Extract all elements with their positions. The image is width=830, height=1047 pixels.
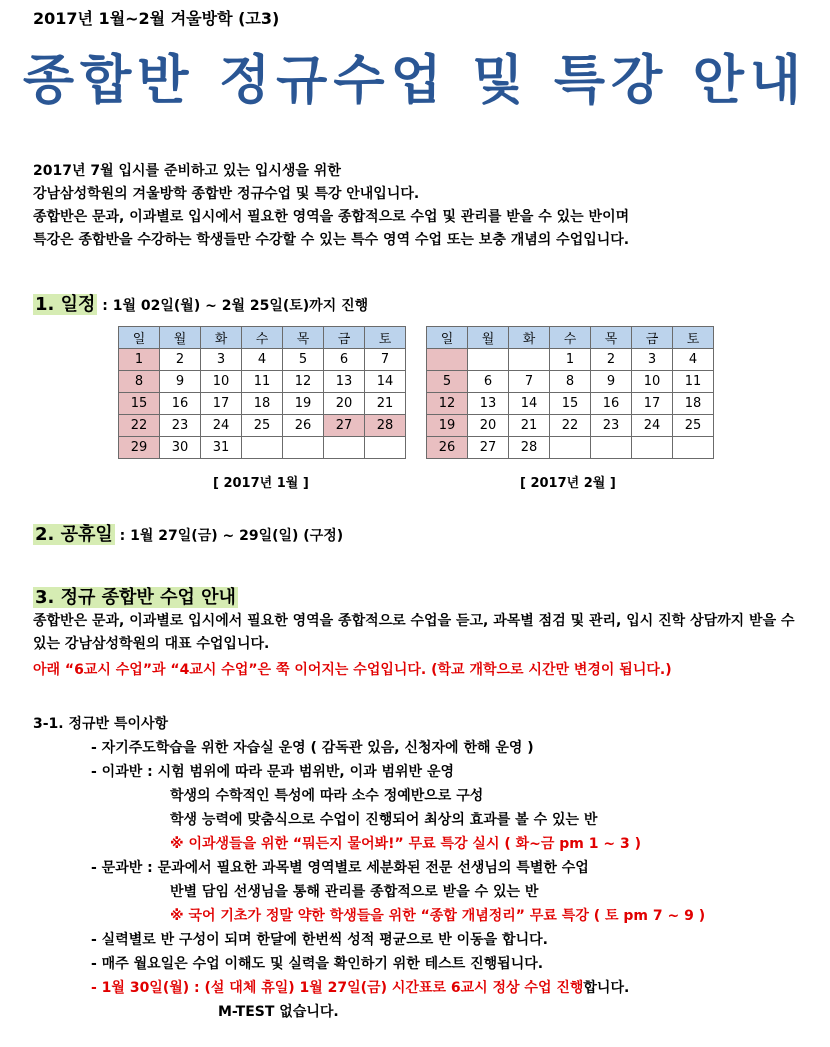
calendar-day: 1 xyxy=(119,349,160,371)
calendar-day: 13 xyxy=(324,371,365,393)
calendar-day: 21 xyxy=(365,393,406,415)
calendar-day: 15 xyxy=(119,393,160,415)
calendar-day: 31 xyxy=(201,437,242,459)
intro-line: 2017년 7월 입시를 준비하고 있는 입시생을 위한 xyxy=(33,163,341,179)
item-monday-test: - 매주 월요일은 수업 이해도 및 실력을 확인하기 위한 테스트 진행됩니다. xyxy=(91,956,544,972)
calendar-day: 11 xyxy=(673,371,714,393)
item-jan30 xyxy=(91,977,629,997)
calendar-day: 1 xyxy=(550,349,591,371)
weekday-header: 일 xyxy=(427,327,468,349)
calendar-day: 20 xyxy=(324,393,365,415)
calendar-day: 5 xyxy=(283,349,324,371)
calendar-day: 25 xyxy=(673,415,714,437)
calendar-day: 8 xyxy=(550,371,591,393)
calendar-day: 25 xyxy=(242,415,283,437)
intro-paragraph xyxy=(33,160,629,252)
calendar-day: 5 xyxy=(427,371,468,393)
weekday-header: 월 xyxy=(468,327,509,349)
calendar-day xyxy=(324,437,365,459)
item-science-special: ※ 이과생들을 위한 “뭐든지 물어봐!” 무료 특강 실시 ( 화~금 pm 1 ~ 3 ) xyxy=(170,836,641,852)
item-liberal-class: - 문과반 : 문과에서 필요한 과목별 영역별로 세분화된 전문 선생님의 특별한 수업 xyxy=(91,860,589,876)
weekday-header: 토 xyxy=(365,327,406,349)
weekday-header: 수 xyxy=(550,327,591,349)
weekday-header: 금 xyxy=(632,327,673,349)
item-mtest: M-TEST 없습니다. xyxy=(218,1004,339,1020)
calendar-day: 14 xyxy=(365,371,406,393)
item-jan30-tail: 합니다. xyxy=(583,980,630,996)
calendar-day: 26 xyxy=(427,437,468,459)
section-heading: 2. 공휴일 xyxy=(35,524,113,545)
top-title: 2017년 1월~2월 겨울방학 (고3) xyxy=(33,9,280,28)
section-detail: : 1월 02일(월) ~ 2월 25일(토)까지 진행 xyxy=(102,298,369,314)
calendar-day xyxy=(550,437,591,459)
calendar-day: 6 xyxy=(324,349,365,371)
weekday-header: 수 xyxy=(242,327,283,349)
calendar-day: 30 xyxy=(160,437,201,459)
weekday-header: 화 xyxy=(201,327,242,349)
calendar-day: 12 xyxy=(427,393,468,415)
calendar-day: 13 xyxy=(468,393,509,415)
calendar-day: 27 xyxy=(468,437,509,459)
section-holiday xyxy=(33,520,343,546)
section-regular-class xyxy=(33,583,238,609)
calendar-day: 6 xyxy=(468,371,509,393)
calendar-caption-january: [ 2017년 1월 ] xyxy=(213,476,309,491)
calendar-day: 28 xyxy=(365,415,406,437)
section3-body: 종합반은 문과, 이과별로 입시에서 필요한 영역을 종합적으로 수업을 듣고, 과목별 점검 및 관리, 입시 진학 상담까지 받을 수 있는 강남삼성학원의 대표 수업입니다. xyxy=(33,613,795,652)
calendar-day xyxy=(468,349,509,371)
weekday-header: 금 xyxy=(324,327,365,349)
calendar-day: 15 xyxy=(550,393,591,415)
item-science-class: - 이과반 : 시험 범위에 따라 문과 범위반, 이과 범위반 운영 xyxy=(91,764,454,780)
calendar-day: 20 xyxy=(468,415,509,437)
calendar-day: 16 xyxy=(160,393,201,415)
item-liberal-special: ※ 국어 기초가 정말 약한 학생들을 위한 “종합 개념정리” 무료 특강 ( 토 pm 7 ~ 9 ) xyxy=(170,908,706,924)
calendar-day: 14 xyxy=(509,393,550,415)
calendar-day: 9 xyxy=(160,371,201,393)
calendar-day: 17 xyxy=(201,393,242,415)
weekday-header: 목 xyxy=(591,327,632,349)
item-science-detail: 학생 능력에 맞춤식으로 수업이 진행되어 최상의 효과를 볼 수 있는 반 xyxy=(170,812,598,828)
calendar-january xyxy=(118,326,406,459)
calendar-day: 19 xyxy=(427,415,468,437)
calendar-day: 12 xyxy=(283,371,324,393)
calendar-day: 23 xyxy=(160,415,201,437)
weekday-header: 화 xyxy=(509,327,550,349)
calendar-day: 10 xyxy=(632,371,673,393)
calendar-day: 3 xyxy=(632,349,673,371)
calendar-february xyxy=(426,326,714,459)
calendar-day xyxy=(632,437,673,459)
item-jan30-notice: - 1월 30일(월) : (설 대체 휴일) 1월 27일(금) 시간표로 6교시 정상 수업 진행 xyxy=(91,980,584,996)
weekday-header: 토 xyxy=(673,327,714,349)
calendar-day: 23 xyxy=(591,415,632,437)
section-detail: : 1월 27일(금) ~ 29일(일) (구정) xyxy=(119,528,344,544)
weekday-header: 월 xyxy=(160,327,201,349)
calendar-day: 2 xyxy=(160,349,201,371)
section-heading: 3. 정규 종합반 수업 안내 xyxy=(35,587,236,608)
intro-line: 특강은 종합반을 수강하는 학생들만 수강할 수 있는 특수 영역 수업 또는 보충 개념의 수업입니다. xyxy=(33,232,630,248)
calendar-day: 27 xyxy=(324,415,365,437)
weekday-header: 일 xyxy=(119,327,160,349)
intro-line: 강남삼성학원의 겨울방학 종합반 정규수업 및 특강 안내입니다. xyxy=(33,186,420,202)
calendar-day: 16 xyxy=(591,393,632,415)
item-study-room: - 자기주도학습을 위한 자습실 운영 ( 감독관 있음, 신청자에 한해 운영 ) xyxy=(91,740,534,756)
section-heading: 1. 일정 xyxy=(35,294,96,315)
calendar-day: 22 xyxy=(550,415,591,437)
calendar-day xyxy=(427,349,468,371)
calendar-day xyxy=(283,437,324,459)
intro-line: 종합반은 문과, 이과별로 입시에서 필요한 영역을 종합적으로 수업 및 관리를 받을 수 있는 반이며 xyxy=(33,209,630,225)
calendar-day: 17 xyxy=(632,393,673,415)
calendar-day: 26 xyxy=(283,415,324,437)
page-title: 종합반 정규수업 및 특강 안내 xyxy=(22,50,808,111)
calendar-day xyxy=(673,437,714,459)
calendar-day: 4 xyxy=(673,349,714,371)
calendar-day xyxy=(365,437,406,459)
calendar-day: 2 xyxy=(591,349,632,371)
calendar-day: 24 xyxy=(632,415,673,437)
calendar-day xyxy=(509,349,550,371)
calendar-caption-february: [ 2017년 2월 ] xyxy=(520,476,616,491)
sub-heading: 3-1. 정규반 특이사항 xyxy=(33,716,169,732)
calendar-day: 28 xyxy=(509,437,550,459)
calendar-day xyxy=(242,437,283,459)
calendar-day: 9 xyxy=(591,371,632,393)
calendar-day: 18 xyxy=(242,393,283,415)
section3-notice: 아래 “6교시 수업”과 “4교시 수업”은 쭉 이어지는 수업입니다. (학교 개학으로 시간만 변경이 됩니다.) xyxy=(33,662,672,678)
calendar-day xyxy=(591,437,632,459)
calendar-day: 21 xyxy=(509,415,550,437)
calendar-day: 8 xyxy=(119,371,160,393)
calendar-day: 10 xyxy=(201,371,242,393)
calendar-day: 7 xyxy=(365,349,406,371)
weekday-header: 목 xyxy=(283,327,324,349)
item-liberal-detail: 반별 담임 선생님을 통해 관리를 종합적으로 받을 수 있는 반 xyxy=(170,884,539,900)
calendar-day: 4 xyxy=(242,349,283,371)
calendar-day: 24 xyxy=(201,415,242,437)
section-schedule xyxy=(33,290,368,316)
calendar-day: 22 xyxy=(119,415,160,437)
calendar-day: 3 xyxy=(201,349,242,371)
calendar-day: 11 xyxy=(242,371,283,393)
item-science-detail: 학생의 수학적인 특성에 따라 소수 정예반으로 구성 xyxy=(170,788,484,804)
item-level: - 실력별로 반 구성이 되며 한달에 한번씩 성적 평균으로 반 이동을 합니다. xyxy=(91,932,548,948)
calendar-day: 29 xyxy=(119,437,160,459)
calendar-day: 19 xyxy=(283,393,324,415)
calendar-day: 18 xyxy=(673,393,714,415)
calendar-day: 7 xyxy=(509,371,550,393)
